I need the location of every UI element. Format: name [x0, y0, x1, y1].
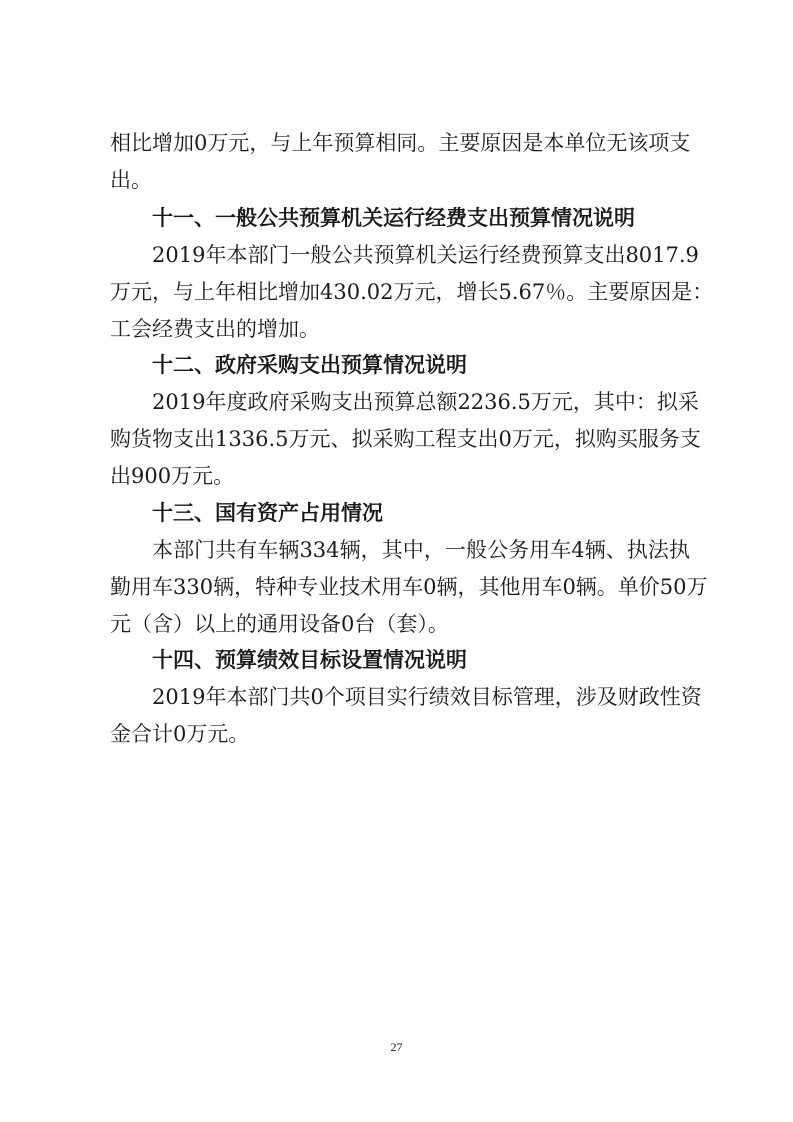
section14-line-2: 金合计0万元。 [110, 722, 250, 746]
section12-heading: 十二、政府采购支出预算情况说明 [152, 353, 467, 377]
section11-line-2: 万元，与上年相比增加430.02万元，增长5.67％。主要原因是： [110, 280, 714, 304]
section13-line-3: 元（含）以上的通用设备0台（套）。 [110, 612, 449, 636]
section13-line-1: 本部门共有车辆334辆，其中，一般公务用车4辆、执法执 [152, 538, 690, 562]
section11-line-3: 工会经费支出的增加。 [110, 317, 320, 341]
section14-line-1: 2019年本部门共0个项目实行绩效目标管理，涉及财政性资 [152, 685, 702, 709]
section13-heading: 十三、国有资产占用情况 [152, 501, 383, 525]
section10-tail-line-1: 相比增加0万元，与上年预算相同。主要原因是本单位无该项支 [110, 131, 691, 155]
section11-heading: 十一、一般公共预算机关运行经费支出预算情况说明 [152, 206, 635, 230]
page-number: 27 [390, 1040, 403, 1054]
section13-line-2: 勤用车330辆，特种专业技术用车0辆，其他用车0辆。单价50万 [110, 575, 708, 599]
section11-line-1: 2019年本部门一般公共预算机关运行经费预算支出8017.9 [152, 243, 699, 267]
section10-tail-line-2: 出。 [110, 168, 152, 192]
section12-line-1: 2019年度政府采购支出预算总额2236.5万元，其中：拟采 [152, 390, 699, 414]
section14-heading: 十四、预算绩效目标设置情况说明 [152, 648, 467, 672]
section12-line-3: 出900万元。 [110, 464, 235, 488]
section12-line-2: 购货物支出1336.5万元、拟采购工程支出0万元，拟购买服务支 [110, 427, 701, 451]
